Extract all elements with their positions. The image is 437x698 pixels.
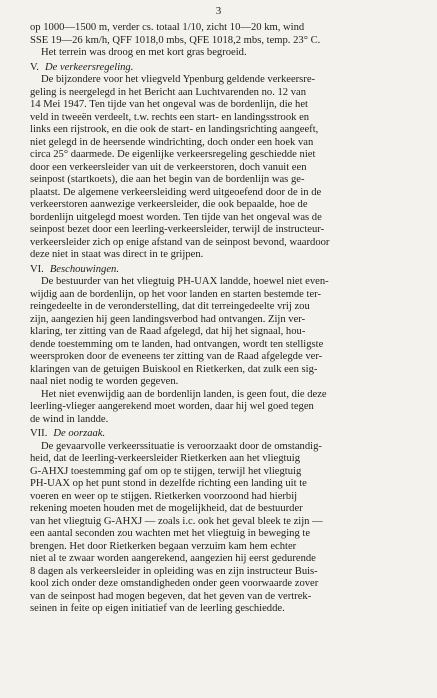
text-line: weersproken door de eveneens ter zitting van de Raad afgelegde ver- (30, 351, 323, 362)
section-number: V. (30, 61, 39, 73)
text-line: voeren en weer op te stijgen. Rietkerken voorzoond had hierbij (30, 490, 298, 502)
text-line: veld in tweeën verdeelt, t.w. rechts een start- en landingsstrook en (30, 111, 310, 123)
section-heading-v (30, 62, 420, 75)
text-line: G-AHXJ toestemming gaf om op te stijgen, terwijl het vliegtuig (30, 465, 302, 477)
text-line: seinpost bezet door een leerling-verkeersleider, terwijl de instructeur- (30, 224, 325, 235)
text-line: verkeerstoren aanwezige verkeersleider, die ook bepaalde, hoe de (30, 199, 308, 210)
text-line: 8 dagen als verkeersleider in opleiding was en zijn instructeur Buis- (30, 565, 318, 577)
section-title: De verkeersregeling. (44, 61, 134, 73)
page-number: 3 (215, 5, 222, 17)
section-title: Beschouwingen. (49, 263, 119, 275)
text-line: van het vliegtuig G-AHXJ — zoals i.c. ook het geval bleek te zijn — (30, 515, 323, 527)
text-line: leerling-vlieger aangerekend moet worden, daar hij wel goed tegen (30, 401, 314, 412)
text-line: een aantal seconden zou wachten met het vliegtuig in beweging te (30, 528, 311, 539)
text-line: PH-UAX op het punt stond in dezelfde richting een landing uit te (30, 478, 307, 489)
text-line: De bestuurder van het vliegtuig PH-UAX landde, hoewel niet even- (41, 276, 329, 287)
text-line: SSE 19—26 km/h, QFF 1018,0 mbs, QFE 1018,2 mbs, temp. 23° C. (30, 34, 321, 46)
text-line: brengen. Het door Rietkerken begaan verzuim kam hem echter (30, 540, 297, 552)
text-line: niet gelegd in de heersende windrichting, doch onder een hoek van (30, 136, 314, 148)
text-line: 14 Mei 1947. Ten tijde van het ongeval was de bordenlijn, die het (30, 99, 308, 110)
text-line: door een verkeersleider van uit de verkeerstoren, doch vanuit een (30, 161, 307, 173)
text-line: op 1000—1500 m, verder cs. totaal 1/10, zicht 10—20 km, wind (30, 22, 305, 33)
text-line: klaringen van de getuigen Buiskool en Rietkerken, dat zulk een sig- (30, 363, 318, 375)
text-line: links een rijstrook, en die ook de start- en landingsrichting aangeeft, (30, 124, 319, 135)
text-line: wijdig aan de bordenlijn, op het voor landen en starten bestemde ter- (30, 288, 322, 300)
text-line: circa 25° daarmede. De eigenlijke verkeersregeling geschiedde niet (30, 149, 316, 160)
text-line: de wind in landde. (30, 413, 109, 425)
text-line: niet al te zwaar worden aangerekend, aangezien hij eerst gedurende (30, 553, 316, 564)
section-number: VII. (30, 428, 48, 439)
text-line: geling is neergelegd in het Bericht aan Luchtvarenden no. 12 van (30, 86, 307, 98)
text-line: seinpost (startkoets), die aan het begin van de bordenlijn was ge- (30, 174, 305, 185)
text-line: plaatst. De algemene verkeersleiding werd uitgeoefend door de in de (30, 186, 322, 198)
text-line: rekening moeten houden met de mogelijkheid, dat de bestuurder (30, 503, 303, 514)
text-line: De gevaarvolle verkeerssituatie is veroorzaakt door de omstandig- (41, 440, 322, 452)
text-line: dende toestemming om te landen, had ontvangen, wordt ten stelligste (30, 338, 324, 350)
text-line: klaring, ter zitting van de Raad afgelegd, dat hij het signaal, hou- (30, 326, 306, 337)
section-title: De oorzaak. (53, 428, 106, 439)
text-line: van de seinpost had mogen begeven, dat het geven van de vertrek- (30, 590, 312, 602)
section-heading-vi (30, 264, 420, 277)
text-line: reingedeelte in de veronderstelling, dat dit terreingedeelte vrij zou (30, 301, 310, 312)
text-line: heid, dat de leerling-verkeersleider Rietkerken aan het vliegtuig (30, 453, 301, 464)
text-line: bordenlijn uitgelegd moest worden. Ten tijde van het ongeval was de (30, 211, 322, 223)
text-line: Het niet evenwijdig aan de bordenlijn landen, is geen fout, die deze (41, 388, 327, 400)
text-line: seinen in feite op eigen initiatief van de leerling geschiedde. (30, 603, 285, 614)
text-line: verkeersleider zich op enige afstand van de seinpost bevond, waardoor (30, 236, 330, 248)
section-number: VI. (30, 263, 44, 275)
section-heading-vii (30, 428, 420, 441)
page-body (30, 22, 420, 616)
text-line: deze niet in staat was direct in te grijpen. (30, 249, 204, 260)
text-line: kool zich onder deze omstandigheden onder geen voorwaarde zover (30, 578, 319, 589)
text-line: Het terrein was droog en met kort gras begroeid. (41, 47, 247, 58)
text-line: De bijzondere voor het vliegveld Ypenburg geldende verkeersre- (41, 74, 316, 85)
text-line: zijn, aangezien hij geen landingsverbod had ontvangen. Zijn ver- (30, 313, 306, 325)
text-line: naal niet nodig te worden gegeven. (30, 376, 179, 387)
